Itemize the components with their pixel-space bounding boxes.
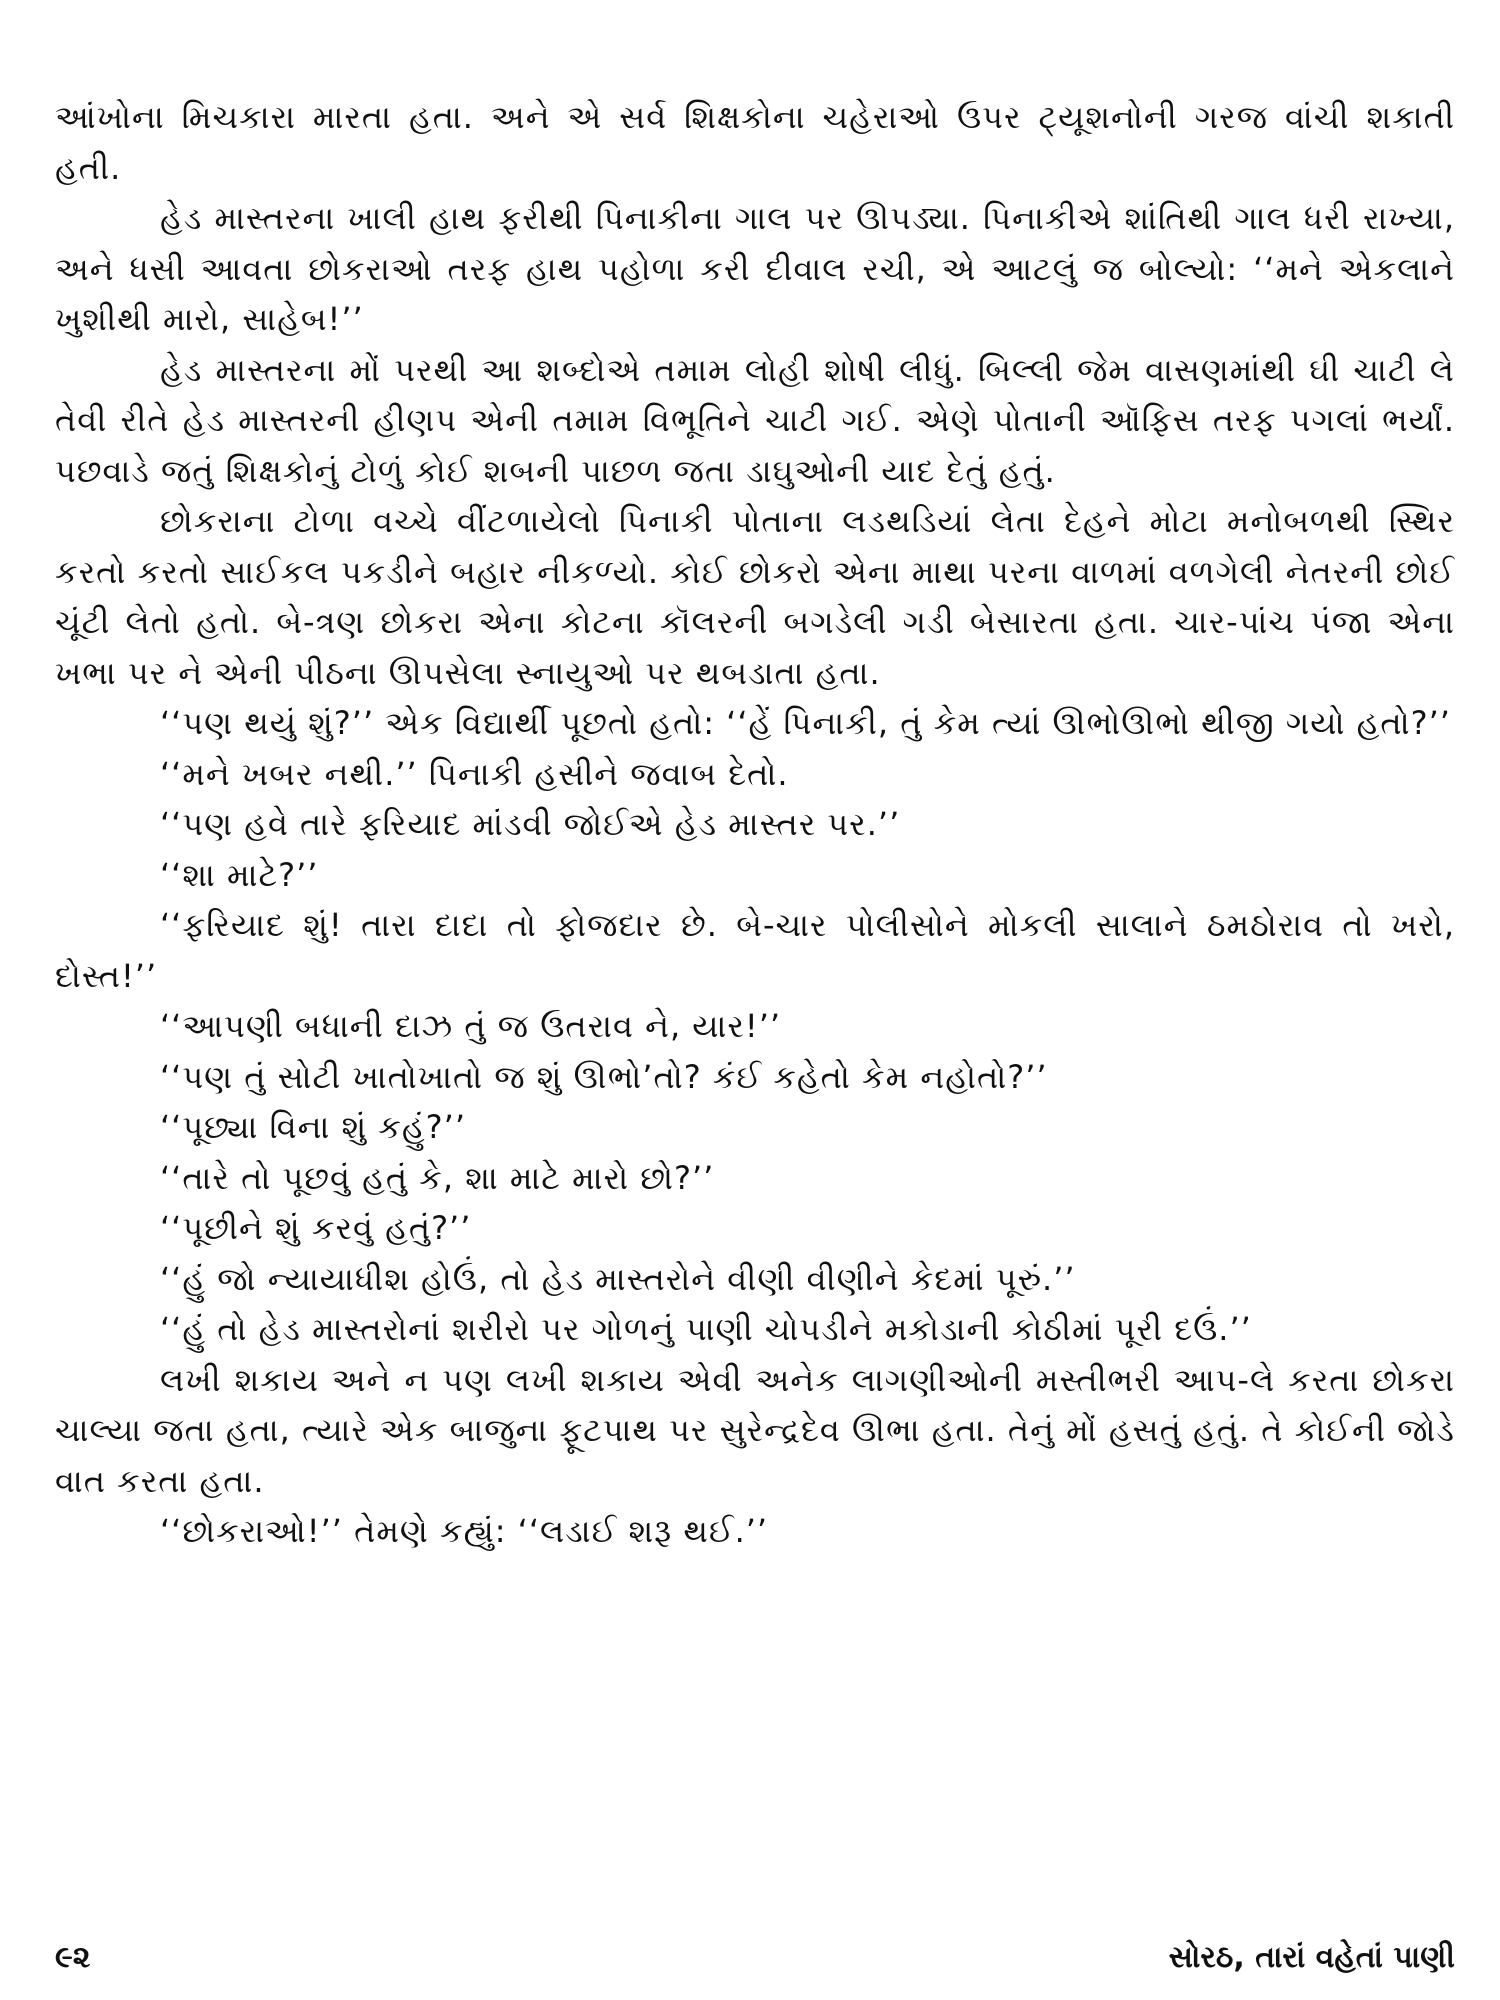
dialogue-line: ‘‘આપણી બધાની દાઝ તું જ ઉતરાવ ને, યાર!’’ (160, 1007, 782, 1045)
dialogue-line: ‘‘છોકરાઓ!’’ તેમણે કહ્યું: ‘‘લડાઈ શરૂ થઈ.’’ (160, 1512, 769, 1550)
dialogue-line: ‘‘પણ તું સોટી ખાતોખાતો જ શું ઊભો’તો? કંઈ કહેતો કેમ નહોતો?’’ (160, 1057, 1048, 1096)
dialogue-line: ‘‘તારે તો પૂછવું હતું કે, શા માટે મારો છો?’’ (160, 1158, 715, 1197)
page-number: ૯૨ (55, 1940, 91, 1975)
paragraph: હેડ માસ્તરના ખાલી હાથ ફરીથી પિનાકીના ગાલ પર ઊપડ્યા. પિનાકીએ શાંતિથી ગાલ ધરી રાખ્યા, અને ધસી આવતા છોકરાઓ તરફ હાથ પહોળા કરી દીવાલ રચી, એ આટલું જ બોલ્યો: ‘‘મને એકલાને ખુશીથી મારો, સાહેબ!’’ (55, 199, 1455, 338)
page-footer (55, 1936, 1455, 1980)
dialogue-line: ‘‘પણ હવે તારે ફરિયાદ માંડવી જોઈએ હેડ માસ્તર પર.’’ (160, 805, 901, 843)
paragraph: હેડ માસ્તરના મોં પરથી આ શબ્દોએ તમામ લોહી શોષી લીધું. બિલ્લી જેમ વાસણમાંથી ઘી ચાટી લે તેવી રીતે હેડ માસ્તરની હીણપ એની તમામ વિભૂતિને ચાટી ગઈ. એણે પોતાની ઑફિસ તરફ પગલાં ભર્યાં. પછવાડે જતું શિક્ષકોનું ટોળું કોઈ શબની પાછળ જતા ડાઘુઓની યાદ દેતું હતું. (55, 350, 1455, 490)
paragraph: લખી શકાય અને ન પણ લખી શકાય એવી અનેક લાગણીઓની મસ્તીભરી આપ-લે કરતા છોકરા ચાલ્યા જતા હતા, ત્યારે એક બાજુના ફૂટપાથ પર સુરેન્દ્રદેવ ઊભા હતા. તેનું મોં હસતું હતું. તે કોઈની જોડે વાત કરતા હતા. (55, 1360, 1455, 1500)
dialogue-line: ‘‘હું જો ન્યાયાધીશ હોઉં, તો હેડ માસ્તરોને વીણી વીણીને કેદમાં પૂરું.’’ (160, 1259, 1076, 1298)
dialogue-line: ‘‘હું તો હેડ માસ્તરોનાં શરીરો પર ગોળનું પાણી ચોપડીને મકોડાની કોઠીમાં પૂરી દઉં.’’ (160, 1310, 1252, 1348)
dialogue-line: ‘‘પૂછીને શું કરવું હતું?’’ (160, 1209, 472, 1247)
body-text (55, 92, 1455, 1557)
paragraph: છોકરાના ટોળા વચ્ચે વીંટળાયેલો પિનાકી પોતાના લડથડિયાં લેતા દેહને મોટા મનોબળથી સ્થિર કરતો કરતો સાઈકલ પકડીને બહાર નીકળ્યો. કોઈ છોકરો એના માથા પરના વાળમાં વળગેલી નેતરની છોઈ ચૂંટી લેતો હતો. બે-ત્રણ છોકરા એના કોટના કૉલરની બગડેલી ગડી બેસારતા હતા. ચાર-પાંચ પંજા એના ખભા પર ને એની પીઠના ઊપસેલા સ્નાયુઓ પર થબડાતા હતા. (55, 502, 1455, 692)
dialogue-line: ‘‘પણ થયું શું?’’ એક વિદ્યાર્થી પૂછતો હતો: ‘‘હેં પિનાકી, તું કેમ ત્યાં ઊભોઊભો થીજી ગયો હતો?’’ (160, 704, 1451, 742)
running-title: સોરઠ, તારાં વહેતાં પાણી (1168, 1940, 1455, 1975)
dialogue-line: ‘‘ફરિયાદ શું! તારા દાદા તો ફોજદાર છે. બે-ચાર પોલીસોને મોકલી સાલાને ઠમઠોરાવ તો ખરો, દોસ્ત!’’ (55, 906, 1455, 995)
paragraph: આંખોના મિચકારા મારતા હતા. અને એ સર્વ શિક્ષકોના ચહેરાઓ ઉપર ટ્યૂશનોની ગરજ વાંચી શકાતી હતી. (55, 98, 1455, 187)
dialogue-line: ‘‘મને ખબર નથી.’’ પિનાકી હસીને જવાબ દેતો. (160, 754, 789, 793)
dialogue-line: ‘‘શા માટે?’’ (160, 855, 319, 894)
dialogue-line: ‘‘પૂછ્યા વિના શું કહું?’’ (160, 1108, 467, 1146)
